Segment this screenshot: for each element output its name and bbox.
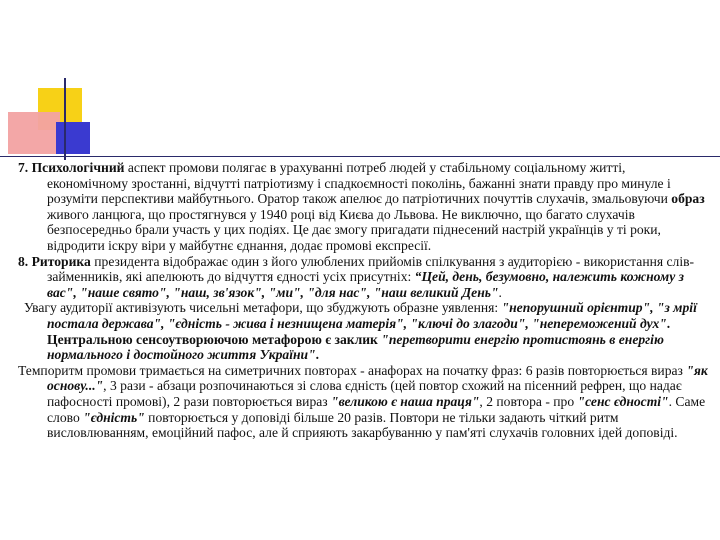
paragraph-tempo bbox=[18, 363, 708, 441]
item-number: 7. bbox=[18, 160, 29, 175]
text: живого ланцюга, що простягнувся у 1940 році від Києва до Львова. Не виключно, що багато слухачів безпосередньо брали участь у цих подіях. Це дає змогу пригадати піднесений настрій українців у ті роки, відродити іскру віри у майбутнє єднання, додає промові експресії. bbox=[47, 206, 661, 253]
text: повторюється у доповіді більше 20 разів. Повтори не тільки задають чіткий ритм висловлюванням, емоційний пафос, але й сприяють закарбуванню у пам'яті слухачів головних ідей доповіді. bbox=[47, 409, 678, 441]
quote: "єдність" bbox=[83, 409, 145, 425]
blue-square bbox=[56, 122, 90, 154]
text: , 3 рази - абзаци розпочинаються зі слова єдність (цей повтор схожий на пісенний рефрен, що надає пафосності промові), 2 рази повторюється вираз bbox=[47, 378, 682, 409]
term-psychological: Психологічний bbox=[31, 160, 125, 175]
paragraph-metaphors bbox=[18, 300, 708, 362]
quote: "як основу..." bbox=[47, 362, 708, 394]
text: . Центральною сенсоутворюючою метафорою є заклик bbox=[47, 315, 671, 347]
text: Темпоритм промови тримається на симетричних повторах - анафорах на початку фраз: 6 разів повторюється вираз bbox=[18, 362, 687, 378]
quote: “Цей, день, безумовно, належить кожному з вас", "наше свято", "наш, зв'язок", "ми", "для нас", "наш великий День" bbox=[47, 269, 684, 300]
text: . Саме слово bbox=[47, 393, 706, 425]
quote: "великою є наша праця" bbox=[331, 393, 480, 409]
term-image: образ bbox=[671, 191, 705, 207]
horizontal-rule bbox=[0, 156, 720, 157]
decorative-squares bbox=[0, 0, 110, 160]
quote: "перетворити енергію протистоянь в енергію нормального і достойного життя України" bbox=[47, 331, 664, 363]
paragraph-7 bbox=[18, 160, 708, 254]
vertical-rule bbox=[64, 78, 66, 160]
text: . bbox=[498, 284, 502, 300]
paragraph-8 bbox=[18, 254, 708, 301]
text: Увагу аудиторії активізують чисельні метафори, що збуджують образне уявлення: bbox=[24, 300, 502, 316]
item-number: 8. bbox=[18, 253, 29, 269]
quote: "сенс єдності" bbox=[577, 393, 669, 409]
text: , 2 повтора - про bbox=[479, 393, 578, 409]
text: . bbox=[315, 347, 320, 363]
slide-body bbox=[18, 160, 708, 441]
term-rhetoric: Риторика bbox=[31, 253, 91, 269]
quote: "непорушний орієнтир", "з мрії постала держава", "єдність - жива і незнищена матерія", "ключі до злагоди", "непереможений дух" bbox=[47, 300, 697, 331]
text: президента відображає один з його улюблених прийомів спілкування з аудиторією - використання слів-займенників, які апелюють до відчуття єдності усіх присутніх: bbox=[47, 253, 695, 285]
text: аспект промови полягає в урахуванні потреб людей у стабільному соціальному житті, економічному зростанні, відчутті патріотизму і спадкоємності поколінь, бажанні знати правду про минуле і розуміти перспективи майбутнього. Оратор також апелює до патріотичних почуттів слухачів, змальовуючи bbox=[47, 160, 672, 207]
red-square bbox=[8, 112, 60, 154]
